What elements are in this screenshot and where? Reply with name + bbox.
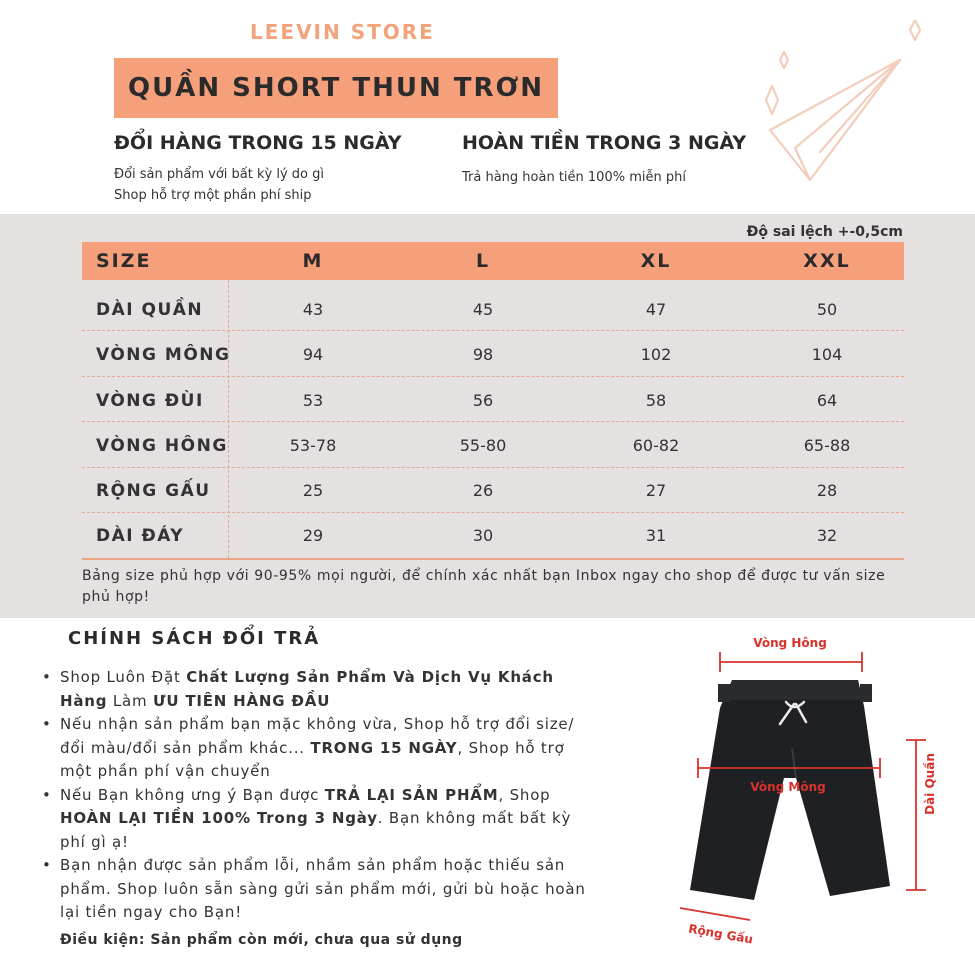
table-cell: 47: [645, 300, 667, 319]
column-divider: [228, 280, 229, 558]
policy-item: [60, 854, 592, 925]
table-cell: 65-88: [803, 436, 851, 455]
header-xl: XL: [640, 250, 672, 272]
table-cell: 53-78: [289, 436, 337, 455]
policy-item: [60, 784, 592, 855]
promo-exchange-line-2: Shop hỗ trợ một phần phí ship: [114, 188, 312, 203]
promo-refund-line-1: Trả hàng hoàn tiền 100% miễn phí: [462, 170, 686, 185]
policy-item-text: . Bạn không mất bất kỳ phí gì ạ!: [60, 809, 572, 851]
table-cell: 55-80: [459, 436, 507, 455]
policy-item-emphasis: ƯU TIÊN HÀNG ĐẦU: [153, 691, 331, 710]
table-cell: 31: [645, 526, 667, 545]
table-cell: 30: [472, 526, 494, 545]
tolerance-note: Độ sai lệch +-0,5cm: [746, 224, 903, 240]
table-cell: 25: [302, 481, 324, 500]
policy-item-text: Nếu nhận sản phẩm bạn mặc không vừa, Shop hỗ trợ đổi size/đổi màu/đổi sản phẩm khác...: [60, 715, 575, 757]
waist-label: Vòng Hông: [753, 636, 827, 650]
policy-item-emphasis: TRONG 15 NGÀY: [310, 738, 458, 757]
table-cell: 58: [645, 391, 667, 410]
table-cell: 27: [645, 481, 667, 500]
table-cell: 104: [811, 345, 843, 364]
table-cell: 29: [302, 526, 324, 545]
promo-exchange-title: ĐỔI HÀNG TRONG 15 NGÀY: [114, 132, 402, 154]
hip-label: Vòng Mông: [750, 780, 826, 794]
row-label-vong-dui: VÒNG ĐÙI: [96, 391, 204, 411]
policy-item-text: , Shop hỗ trợ một phần phí vận chuyển: [60, 738, 565, 780]
policy-item-emphasis: TRẢ LẠI SẢN PHẨM: [324, 785, 499, 804]
row-label-rong-gau: RỘNG GẤU: [96, 481, 211, 501]
table-cell: 50: [816, 300, 838, 319]
table-cell: 53: [302, 391, 324, 410]
table-cell: 98: [472, 345, 494, 364]
row-label-vong-hong: VÒNG HÔNG: [96, 436, 228, 456]
row-label-vong-mong: VÒNG MÔNG: [96, 345, 231, 365]
promo-exchange-line-1: Đổi sản phẩm với bất kỳ lý do gì: [114, 167, 324, 182]
store-name: LEEVIN STORE: [250, 20, 435, 44]
policy-condition: Điều kiện: Sản phẩm còn mới, chưa qua sử dụng: [60, 932, 463, 948]
table-cell: 56: [472, 391, 494, 410]
row-divider: [82, 512, 904, 513]
row-divider: [82, 421, 904, 422]
product-title: QUẦN SHORT THUN TRƠN: [127, 73, 545, 103]
row-divider: [82, 330, 904, 331]
policy-item-emphasis: HOÀN LẠI TIỀN 100% Trong 3 Ngày: [60, 809, 378, 827]
table-cell: 26: [472, 481, 494, 500]
table-cell: 32: [816, 526, 838, 545]
row-divider: [82, 376, 904, 377]
table-cell: 45: [472, 300, 494, 319]
paper-plane-icon: [760, 20, 950, 195]
policy-item-text: Bạn nhận được sản phẩm lỗi, nhầm sản phẩm hoặc thiếu sản phẩm. Shop luôn sẵn sàng gửi sản phẩm mới, gửi bù hoặc hoàn lại tiền ngay cho Bạn!: [60, 856, 586, 921]
table-cell: 28: [816, 481, 838, 500]
row-divider: [82, 467, 904, 468]
hem-label: Rộng Gấu: [687, 921, 755, 947]
policy-item: [60, 666, 592, 713]
size-fit-note: Bảng size phủ hợp với 90-95% mọi người, để chính xác nhất bạn Inbox ngay cho shop để được tư vấn size phủ hợp!: [82, 568, 886, 605]
policy-item-text: Shop Luôn Đặt: [60, 668, 187, 686]
policy-item-text: Nếu Bạn không ưng ý Bạn được: [60, 785, 325, 804]
header-l: L: [475, 250, 491, 272]
table-bottom-border: [82, 558, 904, 560]
header-size: SIZE: [96, 250, 152, 272]
header-m: M: [302, 250, 324, 272]
product-title-banner: [114, 58, 558, 118]
length-label: Dài Quần: [923, 753, 937, 815]
policy-item: [60, 713, 592, 784]
row-label-dai-quan: DÀI QUẦN: [96, 300, 204, 320]
table-cell: 102: [640, 345, 672, 364]
row-label-dai-day: DÀI ĐÁY: [96, 526, 185, 546]
policy-title: CHÍNH SÁCH ĐỔI TRẢ: [68, 628, 321, 649]
policy-item-emphasis: Chất Lượng Sản Phẩm Và Dịch Vụ Khách Hàng: [60, 668, 554, 710]
policy-item-text: Làm: [107, 691, 153, 710]
policy-item-text: , Shop: [498, 785, 551, 804]
table-cell: 43: [302, 300, 324, 319]
size-table-header: [82, 242, 904, 280]
policy-list: [60, 666, 592, 925]
shorts-measurement-diagram: [668, 628, 950, 950]
header-xxl: XXL: [803, 250, 851, 272]
table-cell: 94: [302, 345, 324, 364]
table-cell: 60-82: [632, 436, 680, 455]
promo-refund-title: HOÀN TIỀN TRONG 3 NGÀY: [462, 132, 747, 154]
table-cell: 64: [816, 391, 838, 410]
